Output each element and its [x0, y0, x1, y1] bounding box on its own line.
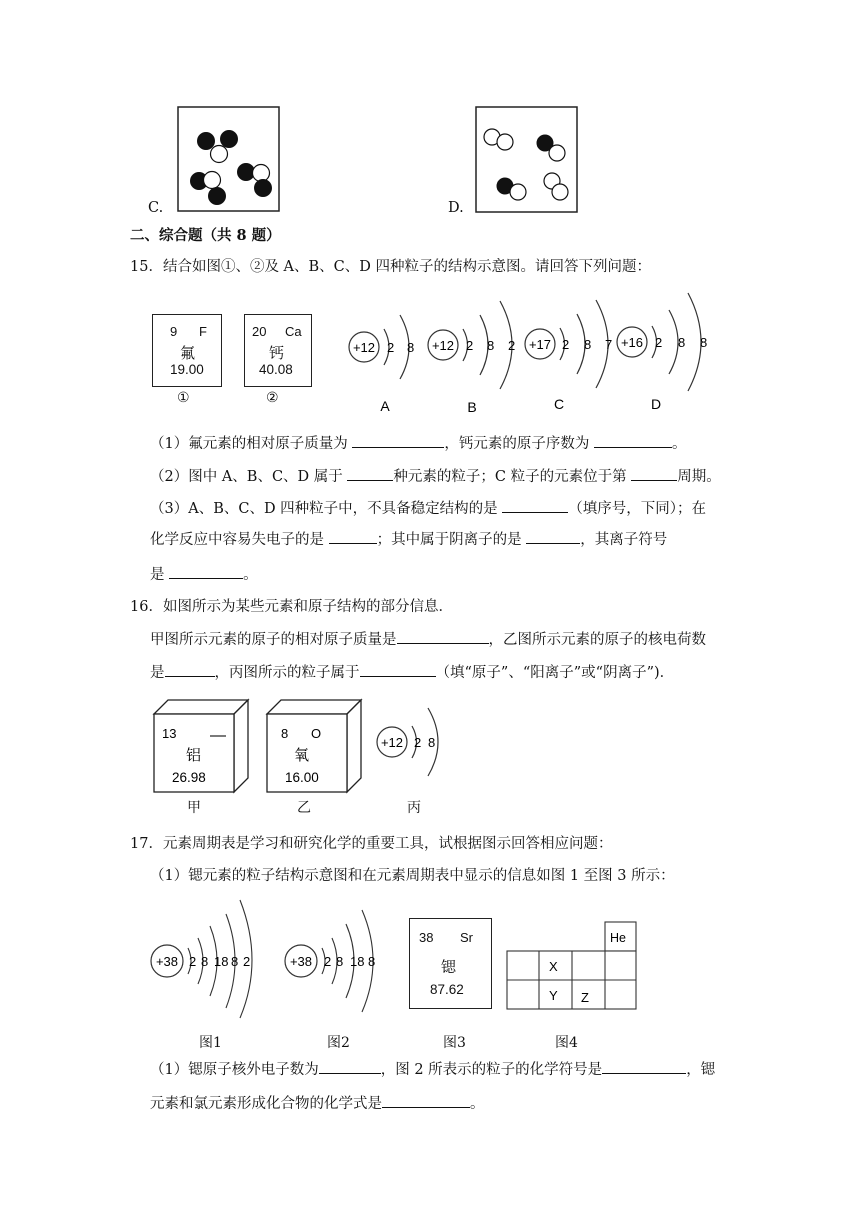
calcium-symbol: Ca — [285, 324, 302, 339]
strontium-mass: 87.62 — [430, 982, 464, 997]
oxygen-name: 氧 — [294, 747, 310, 764]
fig1-nucleus: +38 — [155, 954, 179, 969]
fig2-caption: 图2 — [327, 1035, 350, 1051]
oxygen-caption: 乙 — [297, 800, 311, 816]
calcium-mass: 40.08 — [259, 362, 293, 377]
particle-c-label: C — [553, 396, 565, 412]
periodic-table-fragment — [505, 920, 639, 1012]
aluminum-cube — [152, 698, 252, 794]
q15-blank-lose-electrons[interactable] — [329, 529, 377, 544]
fluorine-caption: ① — [177, 390, 190, 406]
q16-stem: 16．如图所示为某些元素和原子结构的部分信息． — [130, 599, 453, 615]
fig2-shell-2: 8 — [336, 954, 344, 969]
q15-blank-calcium-number[interactable] — [594, 433, 672, 448]
q15-blank-anion[interactable] — [526, 529, 580, 544]
q15-part3-line2: 化学反应中容易失电子的是 ；其中属于阴离子的是 ，其离子符号 — [150, 529, 667, 550]
fig4-x: X — [549, 959, 558, 974]
fig4-caption: 图4 — [555, 1035, 578, 1051]
particle-c-shell-1: 2 — [562, 337, 570, 352]
q15-blank-fluorine-mass[interactable] — [352, 433, 444, 448]
option-c-diagram — [177, 106, 281, 212]
strontium-card — [409, 918, 492, 1009]
q17-stem: 17．元素周期表是学习和研究化学的重要工具，试根据图示回答相应问题： — [130, 836, 613, 852]
particle-b — [428, 301, 515, 415]
q17-blank-electron-count[interactable] — [319, 1059, 381, 1074]
q15-blank-period[interactable] — [631, 466, 677, 481]
particle-d-shell-3: 8 — [700, 335, 708, 350]
fluorine-mass: 19.00 — [170, 362, 204, 377]
strontium-ion-diagram — [282, 902, 392, 1017]
oxygen-number: 8 — [281, 726, 289, 741]
q16-particle-caption: 丙 — [407, 800, 421, 816]
strontium-symbol: Sr — [460, 930, 473, 945]
q17-intro: （1）锶元素的粒子结构示意图和在元素周期表中显示的信息如图 1 至图 3 所示： — [150, 868, 675, 884]
strontium-number: 38 — [419, 930, 434, 945]
particle-d-label: D — [650, 396, 662, 412]
particle-c — [525, 300, 612, 412]
aluminum-caption: 甲 — [187, 800, 201, 816]
option-c-label: C. — [148, 200, 164, 216]
option-d — [448, 106, 583, 216]
particle-a-label: A — [380, 398, 390, 414]
calcium-card — [244, 314, 312, 387]
fluorine-card — [152, 314, 222, 387]
fig4-z: Z — [581, 990, 589, 1005]
fig1-shell-1: 2 — [189, 954, 197, 969]
fig4-y: Y — [549, 988, 558, 1003]
fig2-shell-4: 8 — [368, 954, 376, 969]
particle-b-nucleus: +12 — [431, 338, 455, 353]
q17-blank-ion-symbol[interactable] — [602, 1059, 686, 1074]
q15-blank-unstable[interactable] — [502, 498, 568, 513]
aluminum-mass: 26.98 — [172, 770, 206, 785]
strontium-name: 锶 — [441, 958, 457, 976]
particle-b-shell-2: 8 — [487, 338, 495, 353]
strontium-atom-diagram — [144, 890, 264, 1020]
aluminum-name: 铝 — [186, 747, 202, 764]
q15-part3-line3: 是 。 — [150, 564, 258, 585]
particle-c-shell-2: 8 — [584, 337, 592, 352]
oxygen-mass: 16.00 — [285, 770, 319, 785]
particle-d — [617, 293, 707, 412]
aluminum-number: 13 — [162, 726, 177, 741]
q16-particle-shell-1: 2 — [414, 735, 422, 750]
particle-b-label: B — [467, 399, 477, 415]
calcium-number: 20 — [252, 324, 267, 339]
fig2-shell-3: 18 — [350, 954, 365, 969]
q16-line2: 是 ，丙图所示的粒子属于 （填“原子”、“阳离子”或“阴离子”)． — [150, 662, 674, 683]
particle-b-shell-3: 2 — [508, 338, 516, 353]
calcium-name: 钙 — [269, 344, 285, 362]
fluorine-number: 9 — [170, 324, 178, 339]
fig1-shell-3: 18 — [214, 954, 229, 969]
fig3-caption: 图3 — [443, 1035, 466, 1051]
particle-c-shell-3: 7 — [605, 337, 613, 352]
particle-b-shell-1: 2 — [466, 338, 474, 353]
fig4-he: He — [610, 931, 626, 945]
calcium-caption: ② — [266, 390, 279, 406]
q17-blank-formula[interactable] — [382, 1093, 470, 1108]
fluorine-symbol: F — [199, 324, 207, 339]
q15-stem: 15．结合如图①、②及 A、B、C、D 四种粒子的结构示意图。请回答下列问题： — [130, 259, 652, 275]
particle-a-shell-2: 8 — [407, 340, 415, 355]
option-c — [148, 106, 283, 216]
particle-d-shell-2: 8 — [678, 335, 686, 350]
fig1-shell-4: 8 — [231, 954, 239, 969]
q15-part2: （2）图中 A、B、C、D 属于 种元素的粒子；C 粒子的元素位于第 周期。 — [150, 466, 721, 487]
fig1-shell-2: 8 — [201, 954, 209, 969]
option-d-label: D. — [448, 200, 464, 216]
q16-line1: 甲图所示元素的原子的相对原子质量是 ，乙图所示元素的原子的核电荷数 — [150, 629, 706, 650]
section-heading: 二、综合题（共 8 题） — [130, 227, 281, 244]
q17-question1-line1: （1）锶原子核外电子数为 ，图 2 所表示的粒子的化学符号是 ，锶 — [150, 1059, 715, 1080]
particle-a-nucleus: +12 — [352, 340, 376, 355]
fig2-nucleus: +38 — [289, 954, 313, 969]
q16-blank-relative-mass[interactable] — [397, 629, 489, 644]
q15-blank-ion-symbol[interactable] — [169, 564, 243, 579]
option-d-diagram — [475, 106, 579, 214]
oxygen-symbol: O — [311, 726, 322, 741]
oxygen-cube — [265, 698, 365, 794]
particle-d-nucleus: +16 — [620, 335, 644, 350]
particle-a-shell-1: 2 — [387, 340, 395, 355]
particle-d-shell-1: 2 — [655, 335, 663, 350]
q16-blank-nuclear-charge[interactable] — [165, 662, 215, 677]
q16-particle-nucleus: +12 — [380, 735, 404, 750]
q15-part3-line1: （3）A、B、C、D 四种粒子中，不具备稳定结构的是 （填序号，下同）；在 — [150, 498, 706, 519]
fig2-shell-1: 2 — [324, 954, 332, 969]
fig1-shell-5: 2 — [243, 954, 251, 969]
q15-blank-element-count[interactable] — [347, 466, 393, 481]
q17-question1-line2: 元素和氯元素形成化合物的化学式是 。 — [150, 1093, 485, 1114]
q16-particle — [372, 700, 452, 790]
q16-particle-shell-2: 8 — [428, 735, 436, 750]
q15-particle-diagrams — [340, 285, 720, 420]
q16-blank-particle-type[interactable] — [360, 662, 436, 677]
fluorine-name: 氟 — [180, 344, 196, 362]
fig1-caption: 图1 — [199, 1035, 222, 1051]
q15-part1: （1）氟元素的相对原子质量为 ，钙元素的原子序数为 。 — [150, 433, 686, 454]
particle-a — [349, 315, 414, 414]
particle-c-nucleus: +17 — [528, 337, 552, 352]
